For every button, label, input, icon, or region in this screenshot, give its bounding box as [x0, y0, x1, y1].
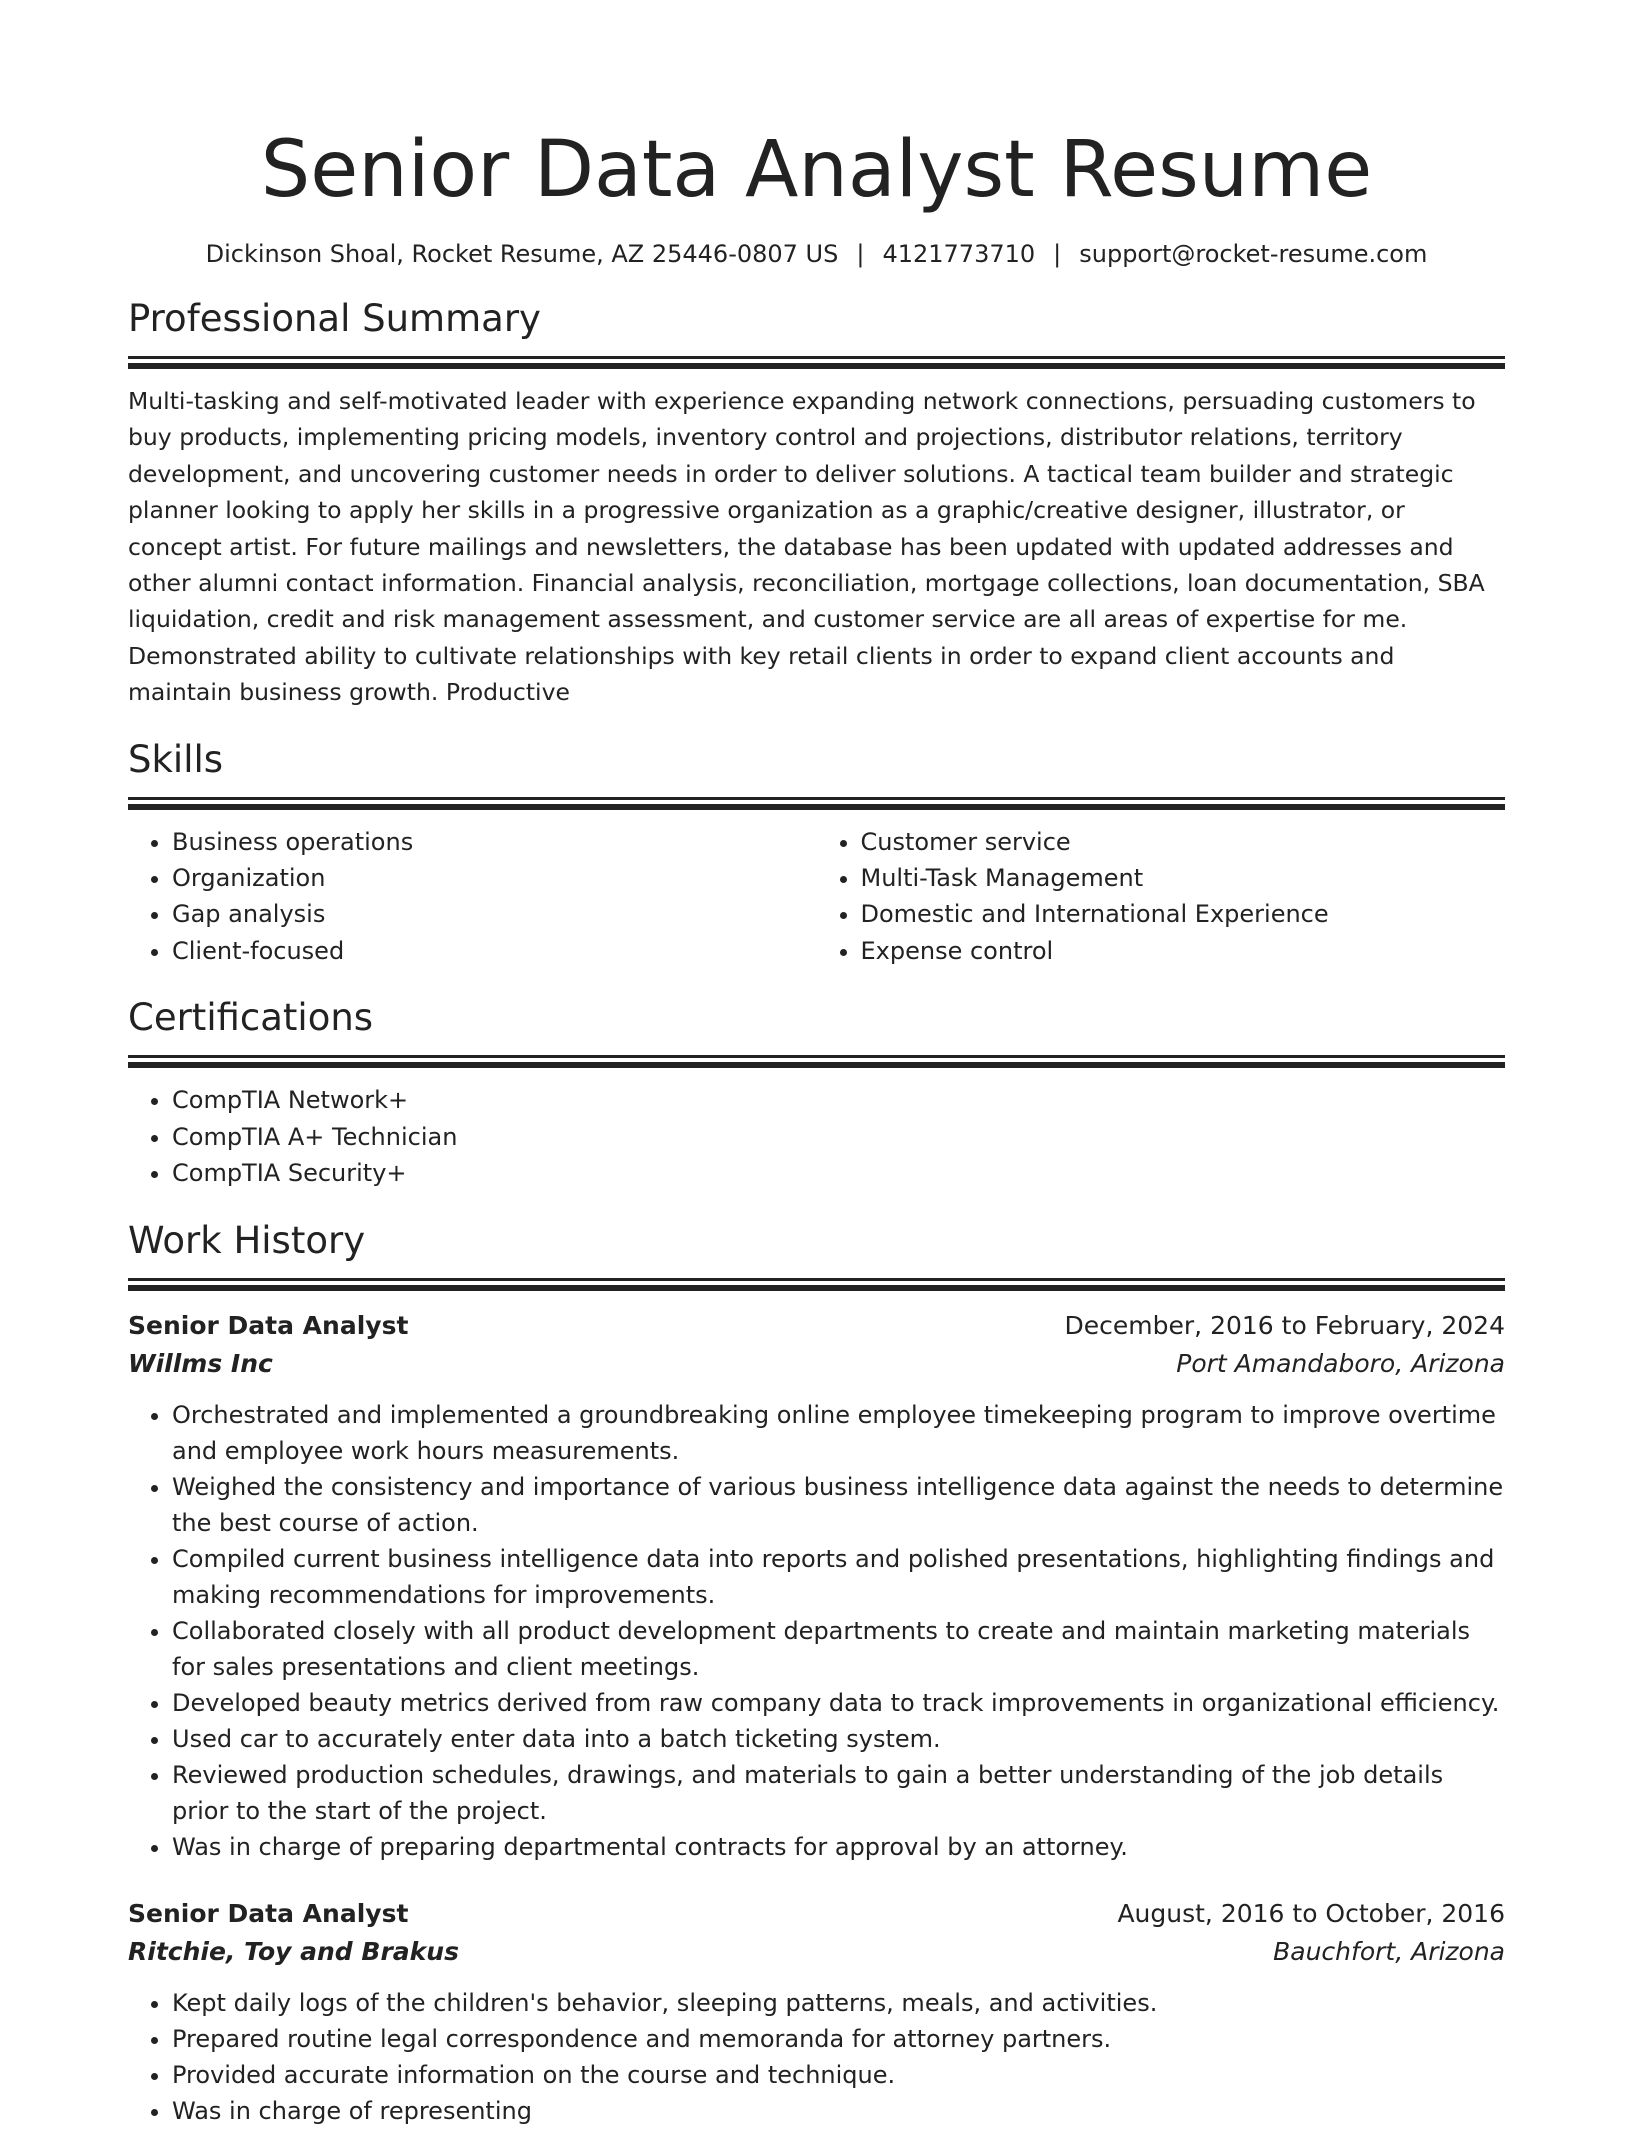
job-header	[128, 1307, 1505, 1345]
contact-line	[128, 238, 1505, 270]
job-bullet: • Weighed the consistency and importance of various business intelligence data against the needs to determine the best course of action.	[172, 1469, 1505, 1541]
contact-email: support@rocket-resume.com	[1079, 240, 1428, 268]
job-bullets	[128, 1397, 1505, 1865]
job-dates: August, 2016 to October, 2016	[1117, 1898, 1505, 1928]
job-bullet: • Was in charge of representing	[172, 2093, 1505, 2129]
section-divider	[128, 797, 1505, 800]
job-subheader	[128, 1933, 1505, 1971]
section-divider	[128, 1278, 1505, 1281]
job-subheader	[128, 1345, 1505, 1383]
job-bullet: • Orchestrated and implemented a groundbreaking online employee timekeeping program to improve overtime and employee work hours measurements.	[172, 1397, 1505, 1469]
section-heading-summary: Professional Summary	[128, 297, 541, 340]
certification-item: • CompTIA Network+	[172, 1082, 1505, 1118]
certifications-section	[128, 995, 1505, 1191]
certifications-list	[128, 1082, 1505, 1191]
resume-page	[128, 0, 1505, 2129]
job-entry	[128, 1895, 1505, 2129]
job-bullet: • Collaborated closely with all product development departments to create and maintain marketing materials for sales presentations and client meetings.	[172, 1613, 1505, 1685]
section-divider	[128, 1062, 1505, 1068]
contact-address: Dickinson Shoal, Rocket Resume, AZ 25446-0807 US	[205, 240, 839, 268]
section-heading-skills: Skills	[128, 737, 224, 781]
certification-item: • CompTIA A+ Technician	[172, 1119, 1505, 1155]
job-bullets	[128, 1985, 1505, 2129]
page-title: Senior Data Analyst Resume	[260, 125, 1373, 215]
certification-item: • CompTIA Security+	[172, 1155, 1505, 1191]
work-history-section	[128, 1218, 1505, 2129]
contact-separator: |	[856, 240, 865, 268]
job-location: Bauchfort, Arizona	[1273, 1936, 1505, 1966]
job-location: Port Amandaboro, Arizona	[1176, 1348, 1505, 1378]
job-dates: December, 2016 to February, 2024	[1064, 1310, 1505, 1340]
skill-item: • Multi-Task Management	[861, 860, 1506, 896]
skills-list-right	[817, 824, 1506, 970]
skill-item: • Domestic and International Experience	[861, 896, 1506, 932]
section-divider	[128, 1055, 1505, 1058]
job-bullet: • Provided accurate information on the course and technique.	[172, 2057, 1505, 2093]
job-bullet: • Developed beauty metrics derived from raw company data to track improvements in organizational efficiency.	[172, 1685, 1505, 1721]
summary-section	[128, 296, 1505, 711]
skills-columns	[128, 824, 1505, 970]
skill-item: • Customer service	[861, 824, 1506, 860]
skill-item: • Organization	[172, 860, 817, 896]
skill-item: • Business operations	[172, 824, 817, 860]
section-divider	[128, 356, 1505, 359]
job-bullet: • Used car to accurately enter data into a batch ticketing system.	[172, 1721, 1505, 1757]
job-header	[128, 1895, 1505, 1933]
skill-item: • Client-focused	[172, 933, 817, 969]
job-company: Ritchie, Toy and Brakus	[128, 1936, 459, 1966]
job-bullet: • Prepared routine legal correspondence and memoranda for attorney partners.	[172, 2021, 1505, 2057]
contact-phone: 4121773710	[882, 240, 1036, 268]
contact-separator: |	[1053, 240, 1062, 268]
job-bullet: • Compiled current business intelligence data into reports and polished presentations, highlighting findings and making recommendations for improvements.	[172, 1541, 1505, 1613]
summary-text: Multi-tasking and self-motivated leader with experience expanding network connections, persuading customers to buy products, implementing pricing models, inventory control and projections, distributor relations, territory development, and uncovering customer needs in order to deliver solutions. A tactical team builder and strategic planner looking to apply her skills in a progressive organization as a graphic/creative designer, illustrator, or concept artist. For future mailings and newsletters, the database has been updated with updated addresses and other alumni contact information. Financial analysis, reconciliation, mortgage collections, loan documentation, SBA liquidation, credit and risk management assessment, and customer service are all areas of expertise for me. Demonstrated ability to cultivate relationships with key retail clients in order to expand client accounts and maintain business growth. Productive	[128, 387, 1485, 707]
section-divider	[128, 363, 1505, 369]
section-divider	[128, 804, 1505, 810]
job-entry	[128, 1307, 1505, 1865]
job-company: Willms Inc	[128, 1348, 273, 1378]
section-heading-certifications: Certifications	[128, 996, 374, 1040]
job-bullet: • Reviewed production schedules, drawings, and materials to gain a better understanding of the job details prior to the start of the project.	[172, 1757, 1505, 1829]
section-heading-work-history: Work History	[128, 1218, 366, 1262]
skill-item: • Gap analysis	[172, 896, 817, 932]
skills-section	[128, 737, 1505, 970]
job-bullet: • Kept daily logs of the children's behavior, sleeping patterns, meals, and activities.	[172, 1985, 1505, 2021]
skills-list-left	[128, 824, 817, 970]
skill-item: • Expense control	[861, 933, 1506, 969]
job-title: Senior Data Analyst	[128, 1310, 409, 1340]
job-title: Senior Data Analyst	[128, 1898, 409, 1928]
job-bullet: • Was in charge of preparing departmental contracts for approval by an attorney.	[172, 1829, 1505, 1865]
section-divider	[128, 1285, 1505, 1291]
